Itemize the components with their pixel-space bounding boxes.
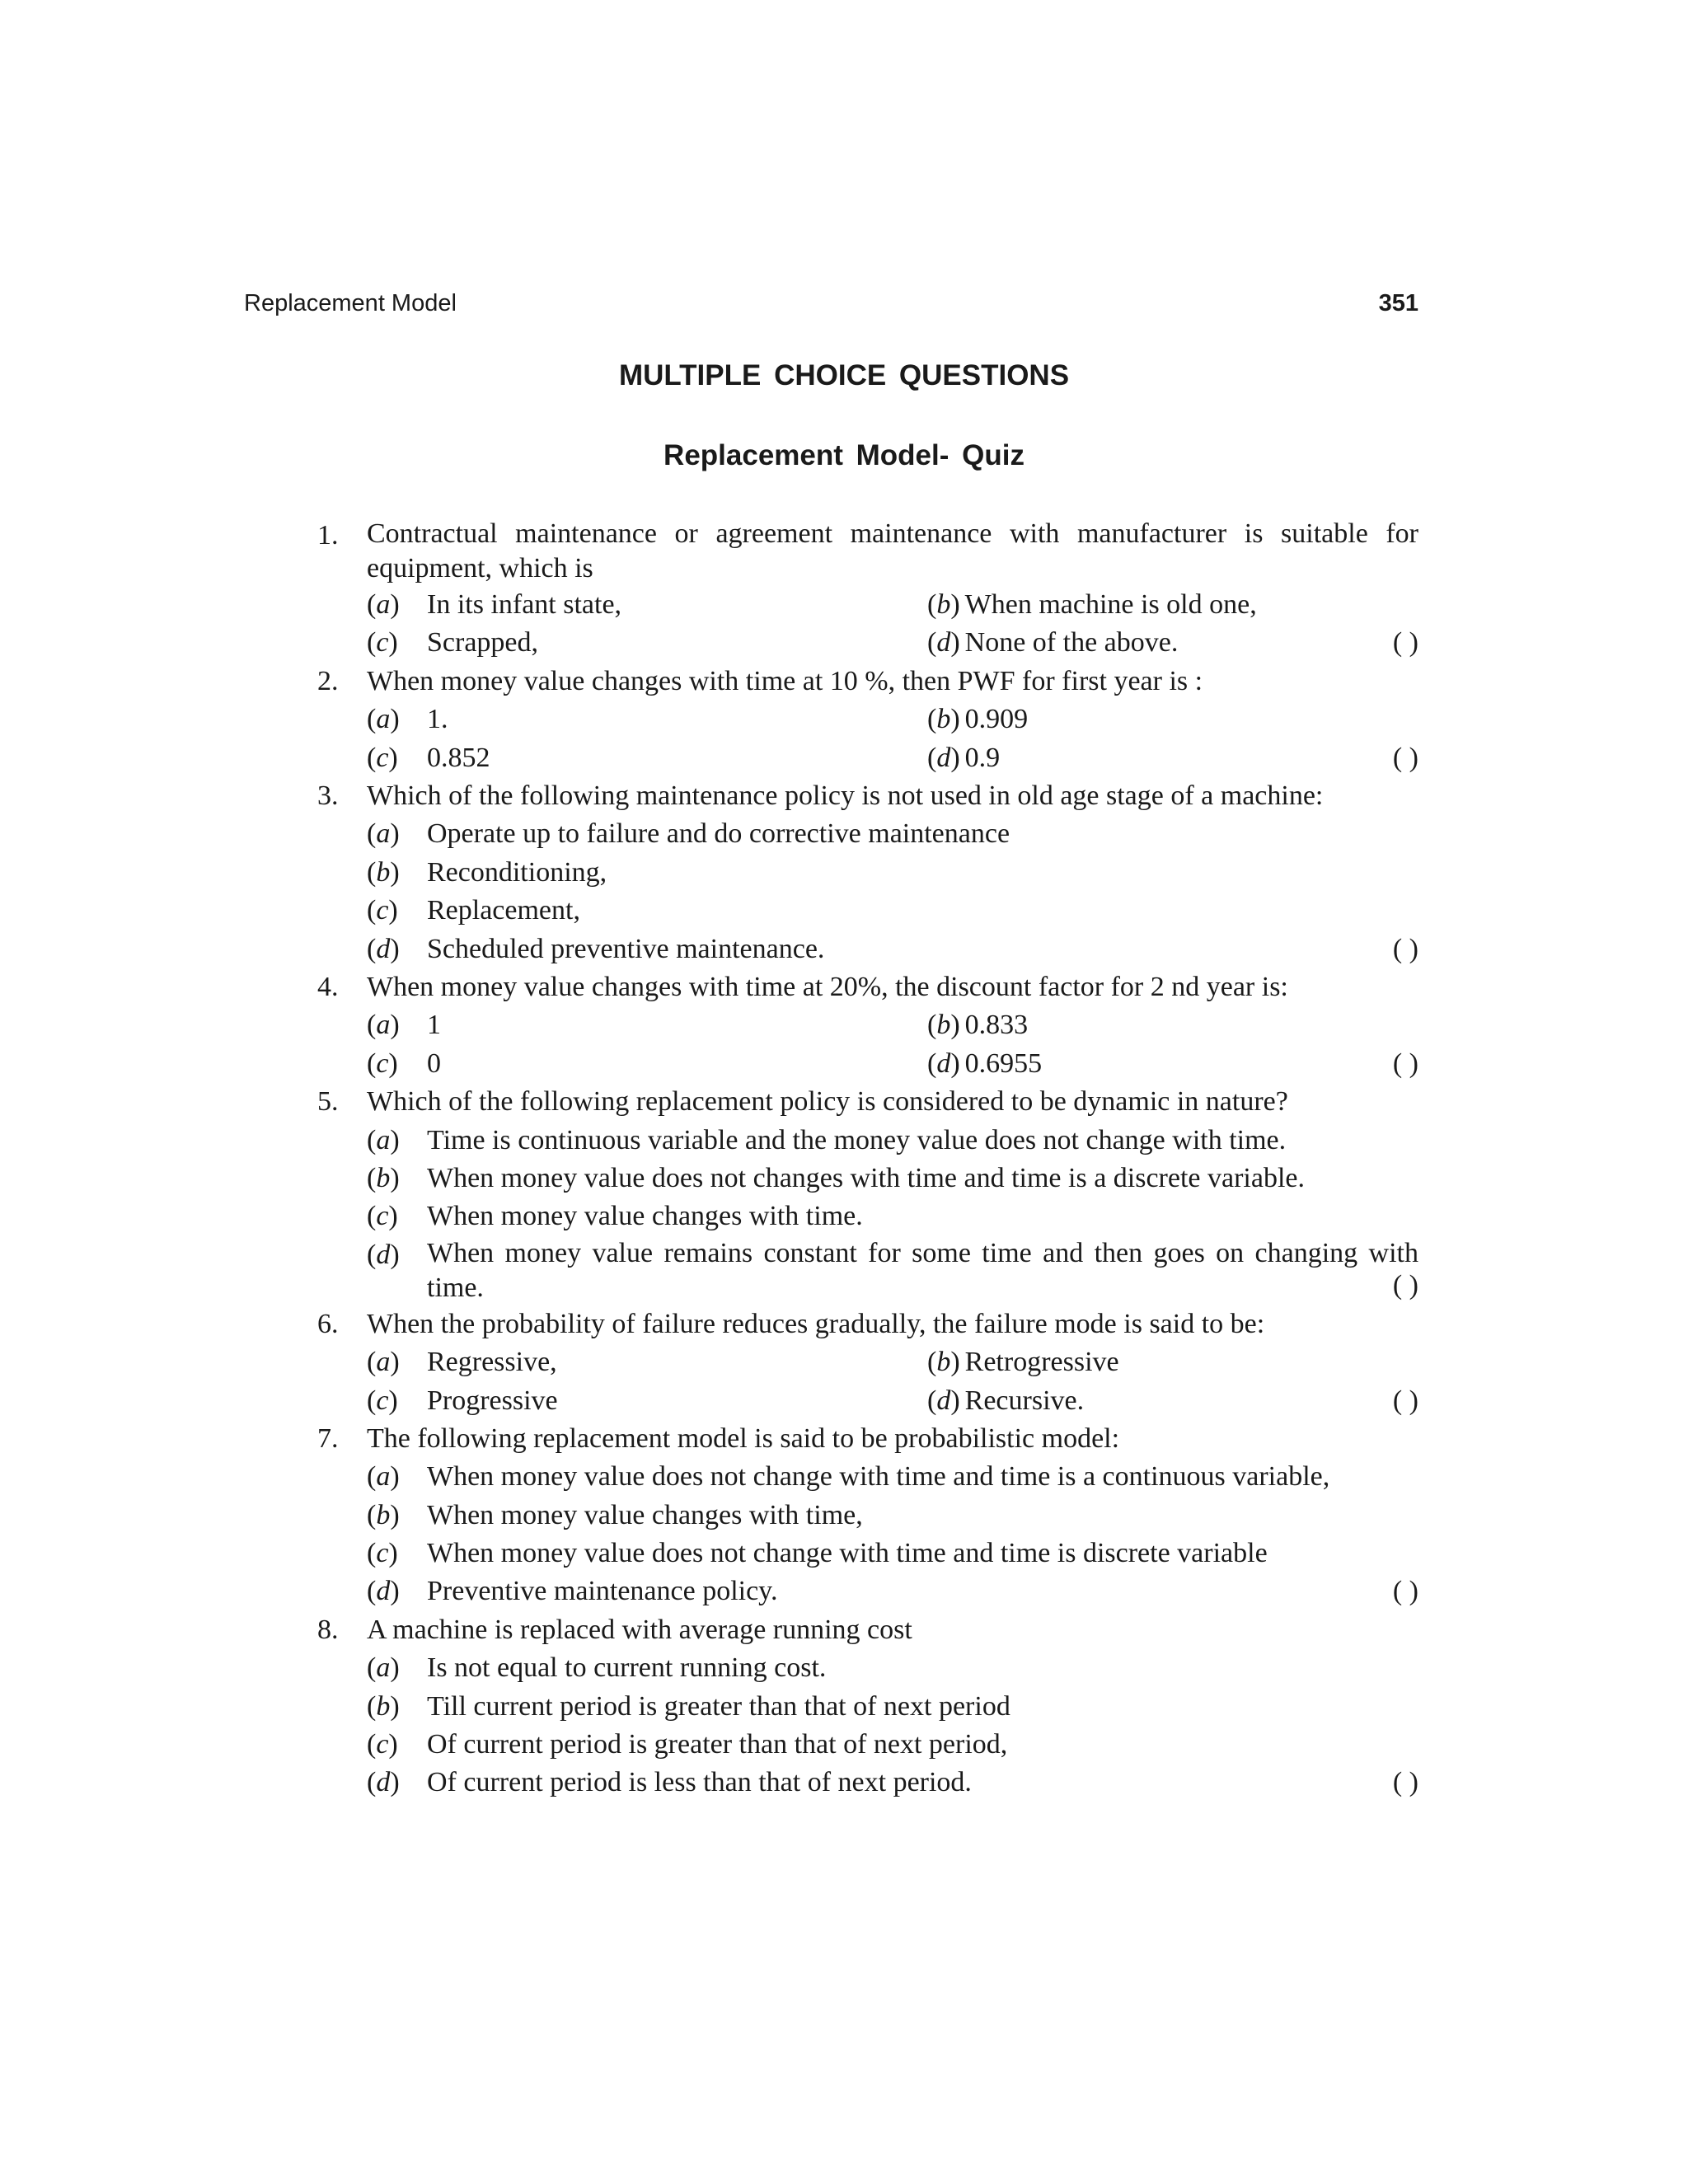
option-c: (c) Of current period is greater than that of next period, — [367, 1729, 1008, 1760]
chapter-title: Replacement Model — [244, 290, 457, 316]
option-d: (d) When money value remains constant for some time and then goes on changing with time. ( ) — [317, 1236, 1418, 1305]
option-c: (c) Scrapped, — [367, 627, 539, 658]
option-a: (a) Time is continuous variable and the money value does not change with time. — [367, 1124, 1287, 1155]
question-7 — [317, 1420, 1418, 1611]
question-text: The following replacement model is said to be probabilistic model: — [367, 1422, 1120, 1454]
question-5 — [317, 1083, 1418, 1305]
option-d: (d) 0.9 — [927, 742, 1001, 773]
option-b: (b) 0.833 — [927, 1010, 1029, 1041]
option-c: (c) When money value changes with time. — [367, 1201, 863, 1232]
option-c: (c) When money value does not change with time and time is discrete variable — [367, 1538, 1268, 1569]
option-b: (b) When money value changes with time, — [367, 1499, 863, 1530]
option-a: (a) Regressive, — [367, 1347, 557, 1378]
question-1 — [317, 517, 1418, 663]
quiz-title: Replacement Model- Quiz — [663, 439, 1025, 471]
option-d: (d) Recursive. — [927, 1385, 1085, 1416]
question-text: When money value changes with time at 10 %, then PWF for first year is : — [367, 665, 1203, 696]
answer-blank: ( ) — [1392, 742, 1418, 773]
option-b: (b) Retrogressive — [927, 1347, 1119, 1378]
option-b: (b) When machine is old one, — [927, 589, 1257, 620]
option-d: (d) Preventive maintenance policy. — [367, 1576, 778, 1607]
question-number: 1. — [317, 520, 339, 551]
running-header — [244, 290, 1418, 323]
option-b: (b) Till current period is greater than that of next period — [367, 1690, 1010, 1722]
question-number: 3. — [317, 780, 339, 811]
answer-blank: ( ) — [1392, 1385, 1418, 1416]
question-text: A machine is replaced with average running cost — [367, 1614, 912, 1645]
question-number: 7. — [317, 1422, 339, 1454]
question-number: 8. — [317, 1614, 339, 1645]
question-8 — [317, 1611, 1418, 1802]
question-text: When the probability of failure reduces gradually, the failure mode is said to be: — [367, 1308, 1265, 1339]
question-text: When money value changes with time at 20%, the discount factor for 2 nd year is: — [367, 971, 1288, 1002]
question-text: Which of the following replacement policy is considered to be dynamic in nature? — [367, 1086, 1288, 1118]
option-b: (b) When money value does not changes with time and time is a discrete variable. — [367, 1162, 1305, 1193]
question-3 — [317, 777, 1418, 968]
question-number: 6. — [317, 1308, 339, 1339]
question-text: Contractual maintenance or agreement maintenance with manufacturer is suitable for equipment, which is — [367, 518, 1418, 583]
option-d: (d) Scheduled preventive maintenance. — [367, 933, 825, 964]
page-number: 351 — [1378, 290, 1418, 316]
option-a: (a) 1. — [367, 704, 448, 735]
option-c: (c) 0.852 — [367, 742, 490, 773]
option-c: (c) 0 — [367, 1047, 441, 1079]
option-a: (a) When money value does not change with time and time is a continuous variable, — [367, 1461, 1330, 1493]
question-2 — [317, 663, 1418, 777]
answer-blank: ( ) — [1392, 1576, 1418, 1607]
answer-blank: ( ) — [1392, 1767, 1418, 1798]
question-number: 5. — [317, 1086, 339, 1118]
answer-blank: ( ) — [1392, 1270, 1418, 1301]
question-text: Which of the following maintenance policy is not used in old age stage of a machine: — [367, 780, 1324, 811]
option-c: (c) Replacement, — [367, 895, 580, 926]
section-title: MULTIPLE CHOICE QUESTIONS — [618, 359, 1070, 391]
option-b: (b) Reconditioning, — [367, 856, 607, 888]
option-d: (d) Of current period is less than that of next period. — [367, 1767, 972, 1798]
answer-blank: ( ) — [1392, 627, 1418, 658]
option-c: (c) Progressive — [367, 1385, 558, 1416]
question-4 — [317, 968, 1418, 1083]
option-d: (d) None of the above. — [927, 627, 1179, 658]
option-a: (a) 1 — [367, 1010, 441, 1041]
answer-blank: ( ) — [1392, 1047, 1418, 1079]
option-d: (d) 0.6955 — [927, 1047, 1043, 1079]
option-a: (a) Is not equal to current running cost. — [367, 1652, 827, 1684]
answer-blank: ( ) — [1392, 933, 1418, 964]
question-number: 4. — [317, 971, 339, 1002]
option-a: (a) Operate up to failure and do corrective maintenance — [367, 818, 1010, 850]
question-number: 2. — [317, 665, 339, 696]
option-a: (a) In its infant state, — [367, 589, 622, 620]
option-b: (b) 0.909 — [927, 704, 1029, 735]
question-list — [317, 517, 1418, 1802]
question-6 — [317, 1305, 1418, 1420]
